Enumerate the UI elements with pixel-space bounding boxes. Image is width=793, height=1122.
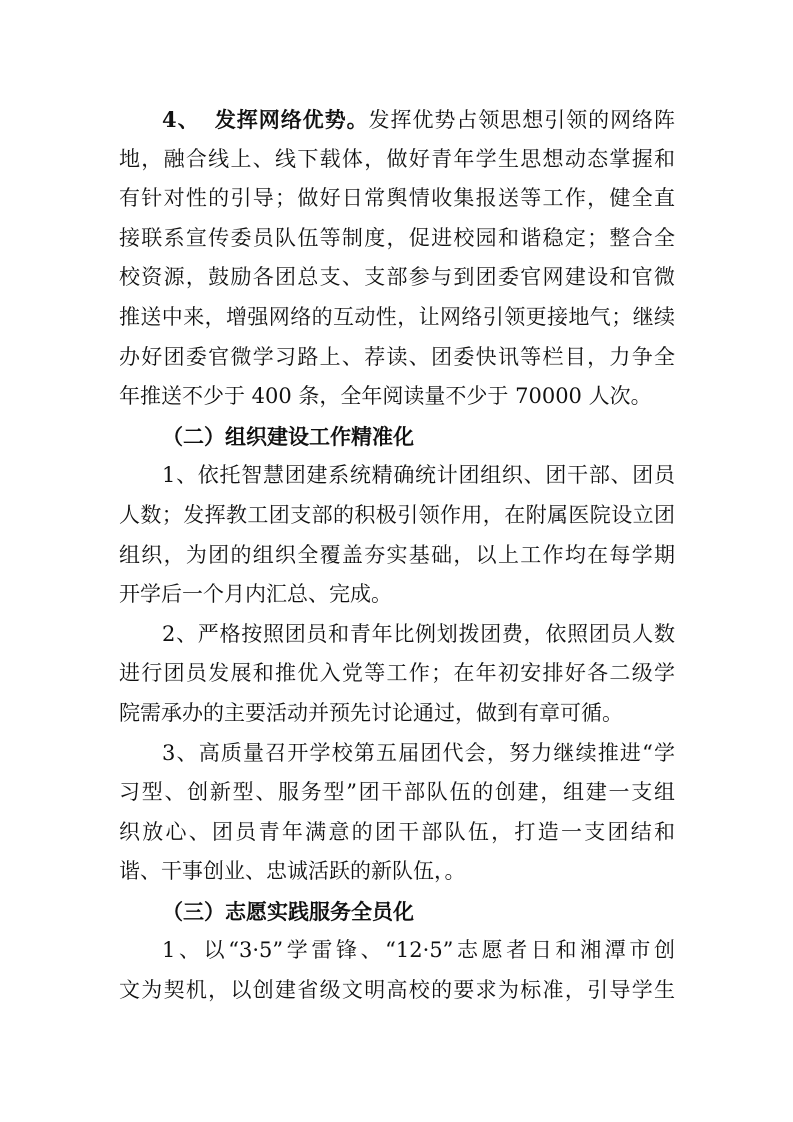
paragraph-line: 推送中来，增强网络的互动性，让网络引领更接地气；继续 [119, 304, 675, 329]
document-body [119, 100, 675, 1011]
paragraph-line: 年推送不少于 400 条，全年阅读量不少于 70000 人次。 [119, 384, 652, 409]
paragraph-line: 有针对性的引导；做好日常舆情收集报送等工作，健全直 [119, 186, 675, 211]
paragraph-line: 人数；发挥教工团支部的积极引领作用，在附属医院设立团 [119, 502, 675, 527]
paragraph-title: 发挥网络优势。 [214, 107, 369, 132]
paragraph-line: 习型、创新型、服务型”团干部队伍的创建，组建一支组 [119, 780, 675, 805]
paragraph-line: 1、以“3·5”学雷锋、“12·5”志愿者日和湘潭市创 [162, 938, 675, 963]
paragraph-line: 1、依托智慧团建系统精确统计团组织、团干部、团员 [162, 463, 675, 488]
paragraph-line: 2、严格按照团员和青年比例划拨团费，依照团员人数 [162, 621, 675, 646]
list-number: 4、 [162, 107, 200, 132]
paragraph-line: 3、高质量召开学校第五届团代会，努力继续推进“学 [162, 740, 675, 765]
paragraph-line: 校资源，鼓励各团总支、支部参与到团委官网建设和官微 [119, 265, 675, 290]
paragraph-line: 组织，为团的组织全覆盖夯实基础，以上工作均在每学期 [119, 542, 675, 567]
paragraph-line [119, 100, 675, 140]
paragraph-line: 地，融合线上、线下载体，做好青年学生思想动态掌握和 [119, 146, 675, 171]
paragraph-line: 文为契机，以创建省级文明高校的要求为标准，引导学生 [119, 978, 675, 1003]
paragraph-line: 谐、干事创业、忠诚活跃的新队伍，。 [119, 859, 466, 884]
section-heading: （二）组织建设工作精准化 [162, 423, 414, 449]
paragraph-line: 织放心、团员青年满意的团干部队伍，打造一支团结和 [119, 819, 675, 844]
paragraph-line: 院需承办的主要活动并预先讨论通过，做到有章可循。 [119, 700, 623, 725]
paragraph-line: 开学后一个月内汇总、完成。 [119, 582, 392, 607]
paragraph-line: 办好团委官微学习路上、荐读、团委快讯等栏目，力争全 [119, 344, 675, 369]
paragraph-text: 发挥优势占领思想引领的网络阵 [368, 108, 675, 132]
section-heading: （三）志愿实践服务全员化 [162, 898, 414, 924]
paragraph-line: 接联系宣传委员队伍等制度，促进校园和谐稳定；整合全 [119, 225, 675, 250]
paragraph-line: 进行团员发展和推优入党等工作；在年初安排好各二级学 [119, 661, 675, 686]
